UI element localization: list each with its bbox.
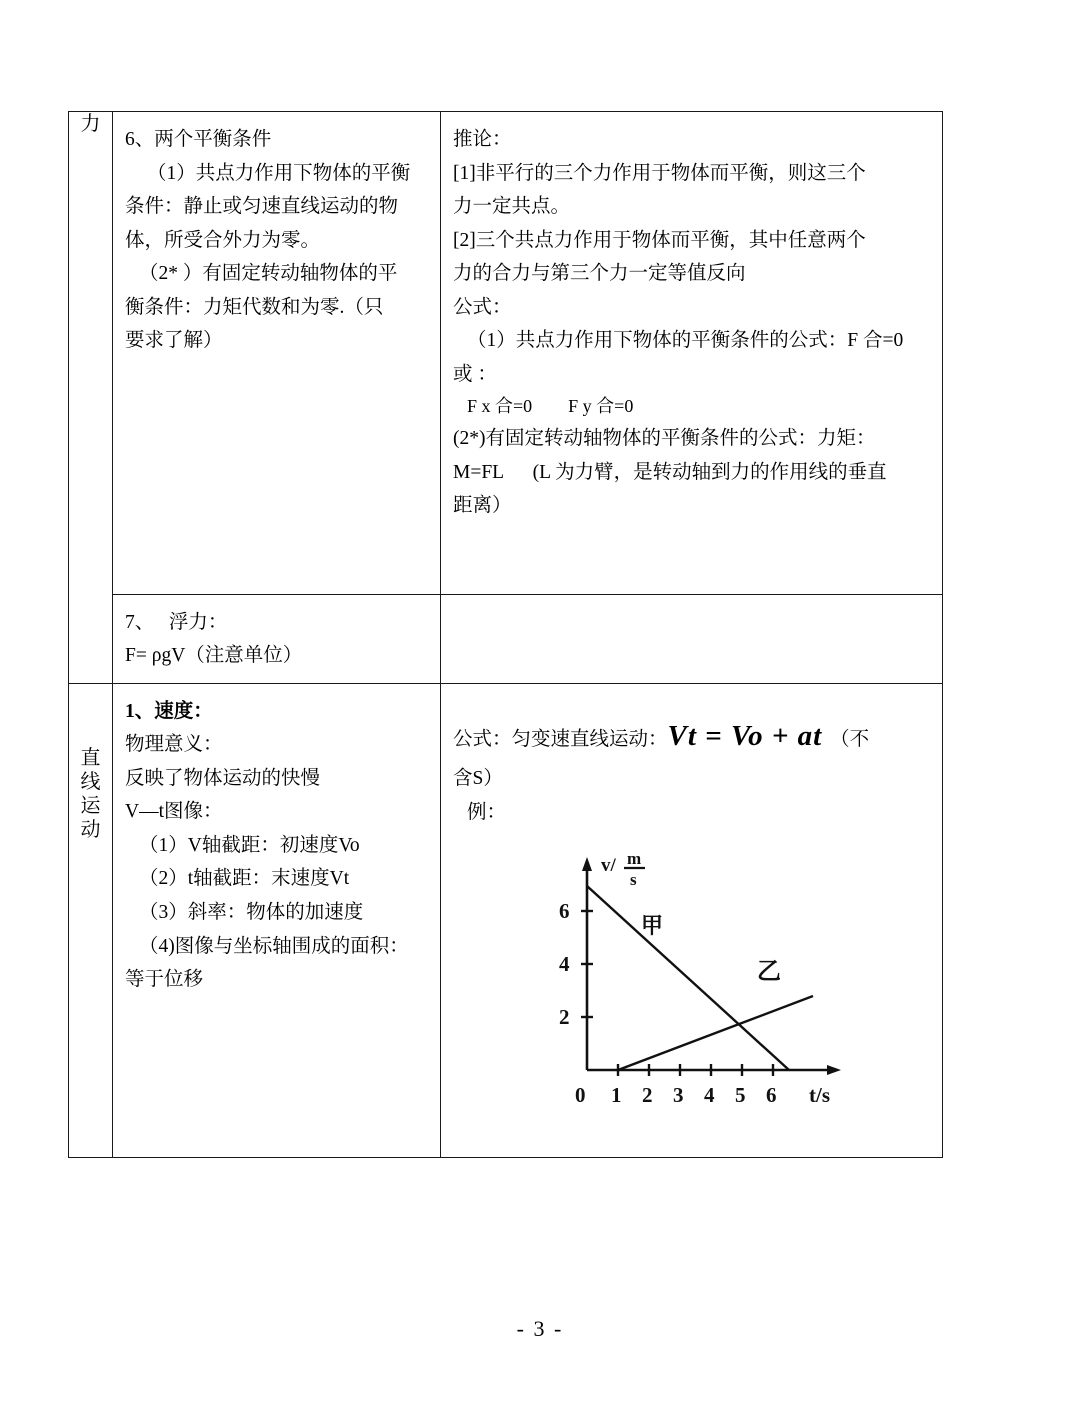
formula-lead-label: 公式：匀变速直线运动： (453, 728, 668, 750)
x-axis-arrow (827, 1065, 841, 1075)
y-ticklabel-4: 4 (559, 952, 570, 977)
left-text-block (113, 684, 440, 1157)
table-row (69, 594, 943, 683)
series-label-jia: 甲 (641, 914, 664, 940)
table-row (69, 683, 943, 1157)
right-text-block (441, 112, 942, 533)
vt-chart-svg (541, 845, 871, 1120)
text-line: [2]三个共点力作用于物体而平衡，其中任意两个 (453, 229, 866, 251)
text-line: 物理意义： (125, 734, 223, 756)
left-text-block (113, 112, 440, 594)
x-axis-label: t/s (809, 1083, 830, 1108)
text-line-component-formulas: F x 合=0 F y 合=0 (467, 396, 634, 417)
text-line: V—t图像： (125, 801, 223, 823)
text-line: 力一定共点。 (453, 196, 571, 218)
text-line-moment: M=FL (L 为力臂，是转动轴到力的作用线的垂直 (453, 461, 887, 483)
text-line: 公式： (453, 296, 512, 318)
text-line: （1）共点力作用下物体的平衡 (147, 162, 411, 184)
right-text-block (441, 684, 942, 1130)
page-number: - 3 - (516, 1316, 564, 1341)
spacer (125, 358, 430, 584)
content-cell-left-velocity (113, 683, 441, 1157)
text-line: [1]非平行的三个力作用于物体而平衡，则这三个 (453, 162, 866, 184)
x-ticklabel-1: 1 (611, 1083, 622, 1108)
text-line: 条件：静止或匀速直线运动的物 (125, 196, 399, 218)
y-ticklabel-2: 2 (559, 1005, 570, 1030)
category-char: 力 (80, 113, 101, 135)
category-char: 线 (80, 770, 101, 793)
category-cell-linear-motion (69, 683, 113, 1157)
formula-tail-open-paren: （不 (830, 728, 870, 750)
text-line: （2）t轴截距：末速度Vt (139, 868, 350, 890)
text-line: 6、两个平衡条件 (125, 129, 272, 150)
category-cell-force (69, 112, 113, 684)
x-ticklabel-6: 6 (766, 1083, 777, 1108)
series-line-yi (618, 996, 813, 1070)
category-label-stack (69, 112, 112, 136)
category-label-stack (69, 684, 112, 912)
content-cell-right-corollary (441, 112, 943, 595)
text-line: 推论： (453, 129, 512, 150)
text-line-formula-1: （1）共点力作用下物体的平衡条件的公式：F 合=0 (467, 330, 904, 352)
text-line: 体，所受合外力为零。 (125, 229, 321, 251)
text-line: 7、 浮力： (125, 611, 228, 633)
text-line: 反映了物体运动的快慢 (125, 767, 321, 789)
category-char: 直 (80, 746, 101, 769)
text-line: F= ρgV（注意单位） (125, 645, 303, 667)
text-line: 力的合力与第三个力一定等值反向 (453, 263, 746, 285)
text-line: 等于位移 (125, 969, 204, 991)
text-line-formula-note: 含S） (453, 767, 503, 789)
left-text-block (113, 595, 440, 683)
example-label: 例： (467, 801, 507, 823)
right-text-block (441, 595, 942, 676)
kinematics-formula-row (453, 710, 932, 762)
velocity-time-graph (541, 845, 871, 1120)
formula-vt-vo-at: Vt = Vo + at (667, 719, 823, 752)
x-ticklabel-5: 5 (735, 1083, 746, 1108)
text-line: （4)图像与坐标轴围成的面积： (139, 935, 409, 957)
spacer (125, 997, 430, 1147)
text-line: 要求了解） (125, 330, 223, 352)
x-ticklabel-0: 0 (575, 1083, 586, 1108)
y-ticklabel-6: 6 (559, 899, 570, 924)
text-line: 或 ： (453, 363, 497, 385)
text-line: （1）V轴截距：初速度Vo (139, 834, 360, 856)
text-line: 衡条件：力矩代数和为零.（只 (125, 296, 384, 318)
spacer (453, 606, 932, 666)
category-char: 动 (80, 818, 101, 841)
y-axis-label-prefix: v/ (601, 855, 616, 877)
text-line: 距离） (453, 495, 512, 517)
content-cell-left-equilibrium (113, 112, 441, 595)
x-ticklabel-2: 2 (642, 1083, 653, 1108)
y-axis-label-denominator: s (630, 870, 637, 890)
category-char: 运 (80, 794, 101, 817)
text-line-formula-2: (2*)有固定转动轴物体的平衡条件的公式：力矩： (453, 428, 876, 450)
series-label-yi: 乙 (757, 957, 781, 986)
y-axis-arrow (582, 857, 592, 871)
content-cell-left-buoyancy (113, 594, 441, 683)
content-cell-right-kinematics (441, 683, 943, 1157)
text-line: （2* ）有固定转动轴物体的平 (139, 263, 398, 285)
text-line: （3）斜率：物体的加速度 (139, 901, 364, 923)
x-ticklabel-3: 3 (673, 1083, 684, 1108)
x-ticklabel-4: 4 (704, 1083, 715, 1108)
y-axis-label-numerator: m (627, 849, 642, 869)
table-row (69, 112, 943, 595)
physics-notes-table (68, 111, 943, 1158)
content-cell-right-empty (441, 594, 943, 683)
text-line-heading: 1、速度： (125, 700, 213, 722)
